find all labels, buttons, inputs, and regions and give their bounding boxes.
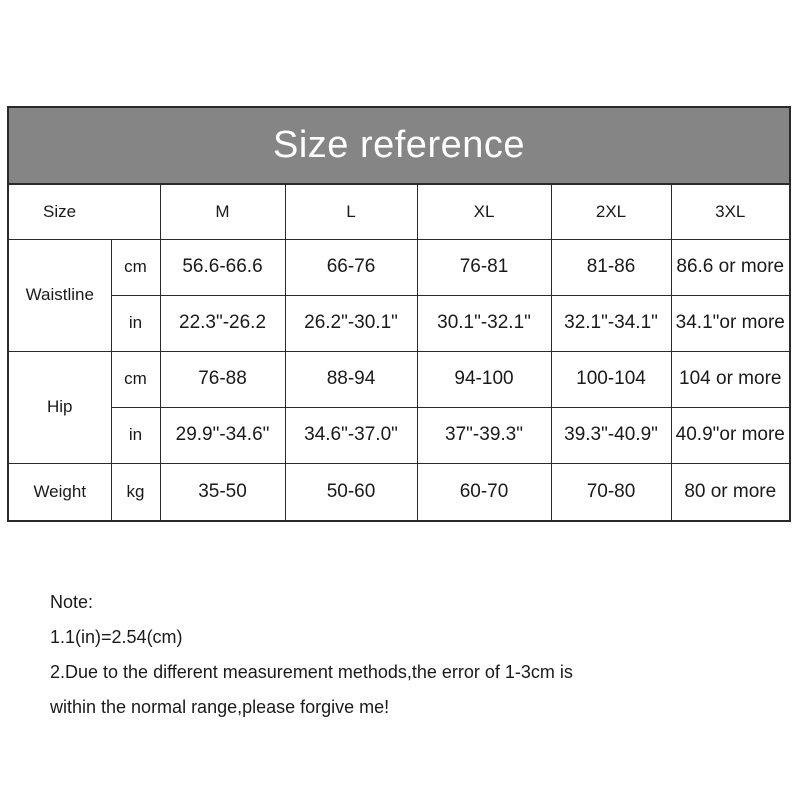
value-cell: 88-94 <box>285 351 417 407</box>
notes-section <box>50 585 750 725</box>
group-label-hip: Hip <box>9 351 111 463</box>
value-cell: 60-70 <box>417 463 551 520</box>
note-line: within the normal range,please forgive me! <box>50 697 390 717</box>
table-row <box>9 463 789 520</box>
value-cell: 29.9"-34.6" <box>160 407 285 463</box>
value-cell: 80 or more <box>671 463 789 520</box>
value-cell: 104 or more <box>671 351 789 407</box>
group-label-waistline: Waistline <box>9 239 111 351</box>
note-line: 2.Due to the different measurement methods,the error of 1-3cm is <box>50 662 573 682</box>
value-cell: 34.6"-37.0" <box>285 407 417 463</box>
value-cell: 39.3"-40.9" <box>551 407 671 463</box>
size-table <box>9 185 789 520</box>
unit-cell: in <box>111 295 160 351</box>
value-cell: 100-104 <box>551 351 671 407</box>
notes-heading: Note: <box>50 592 94 612</box>
header-row <box>9 185 789 239</box>
value-cell: 40.9"or more <box>671 407 789 463</box>
table-row <box>9 239 789 295</box>
unit-cell: in <box>111 407 160 463</box>
value-cell: 94-100 <box>417 351 551 407</box>
value-cell: 50-60 <box>285 463 417 520</box>
unit-cell: cm <box>111 239 160 295</box>
value-cell: 70-80 <box>551 463 671 520</box>
unit-cell: kg <box>111 463 160 520</box>
size-col-header: M <box>160 185 285 239</box>
note-line: 1.1(in)=2.54(cm) <box>50 627 183 647</box>
value-cell: 22.3"-26.2 <box>160 295 285 351</box>
value-cell: 32.1"-34.1" <box>551 295 671 351</box>
value-cell: 81-86 <box>551 239 671 295</box>
size-col-header: 2XL <box>551 185 671 239</box>
chart-title: Size reference <box>9 108 789 185</box>
unit-cell: cm <box>111 351 160 407</box>
value-cell: 37"-39.3" <box>417 407 551 463</box>
value-cell: 34.1"or more <box>671 295 789 351</box>
size-chart <box>7 106 791 522</box>
value-cell: 86.6 or more <box>671 239 789 295</box>
size-col-header: 3XL <box>671 185 789 239</box>
size-header: Size <box>9 185 160 239</box>
value-cell: 76-88 <box>160 351 285 407</box>
table-row <box>9 295 789 351</box>
table-row <box>9 407 789 463</box>
size-col-header: L <box>285 185 417 239</box>
value-cell: 76-81 <box>417 239 551 295</box>
group-label-weight: Weight <box>9 463 111 520</box>
size-col-header: XL <box>417 185 551 239</box>
value-cell: 56.6-66.6 <box>160 239 285 295</box>
value-cell: 30.1"-32.1" <box>417 295 551 351</box>
value-cell: 26.2"-30.1" <box>285 295 417 351</box>
table-row <box>9 351 789 407</box>
value-cell: 66-76 <box>285 239 417 295</box>
value-cell: 35-50 <box>160 463 285 520</box>
